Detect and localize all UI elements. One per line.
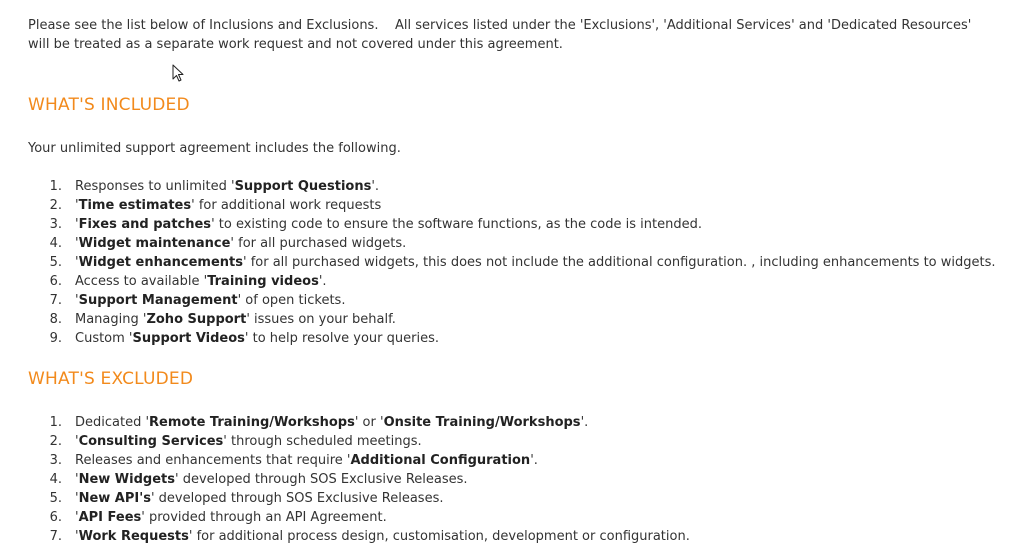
list-item-number: 4. [49, 236, 62, 251]
list-item-number: 3. [49, 453, 62, 468]
text-fragment: ' [75, 293, 79, 308]
list-item-text [75, 253, 996, 272]
text-fragment: ' for all purchased widgets, this does not include the additional configuration. , including enhancements to widgets. [243, 255, 996, 270]
text-fragment: ' [75, 255, 79, 270]
list-item-number: 7. [49, 293, 62, 308]
text-fragment: '. [530, 453, 538, 468]
list-item-number: 1. [49, 415, 62, 430]
bold-term: Training videos [207, 274, 319, 289]
list-item-number: 7. [49, 529, 62, 544]
list-item-text [75, 291, 345, 310]
bold-term: Widget maintenance [78, 236, 231, 251]
bold-term: New API's [78, 491, 151, 506]
list-item-text [75, 310, 396, 329]
bold-term: Widget enhancements [78, 255, 243, 270]
bold-term: Time estimates [78, 198, 192, 213]
bold-term: Zoho Support [146, 312, 247, 327]
list-item-number: 5. [49, 491, 62, 506]
text-fragment: ' or ' [354, 415, 384, 430]
text-fragment: ' [75, 198, 79, 213]
text-fragment: '. [318, 274, 327, 289]
text-fragment: ' for additional process design, customisation, development or configuration. [188, 529, 690, 544]
bold-term: Work Requests [78, 529, 189, 544]
text-fragment: ' through scheduled meetings. [223, 434, 422, 449]
text-fragment: Dedicated ' [75, 415, 150, 430]
excluded-heading: WHAT'S EXCLUDED [28, 369, 194, 389]
bold-term: Support Videos [132, 331, 245, 346]
text-fragment: ' [75, 236, 79, 251]
list-item-number: 2. [49, 198, 62, 213]
included-lead-text: Your unlimited support agreement includes the following. [28, 141, 401, 156]
text-fragment: ' [75, 529, 79, 544]
text-fragment: Managing ' [75, 312, 147, 327]
list-item-text [75, 432, 422, 451]
list-item-text [75, 234, 406, 253]
text-fragment: Custom ' [75, 331, 133, 346]
list-item-text [75, 527, 690, 546]
text-fragment: '. [580, 415, 589, 430]
text-fragment: ' to help resolve your queries. [244, 331, 439, 346]
bold-term: Consulting Services [78, 434, 224, 449]
text-fragment: ' issues on your behalf. [246, 312, 396, 327]
text-fragment: ' provided through an API Agreement. [141, 510, 387, 525]
list-item-number: 6. [49, 274, 62, 289]
list-item-number: 4. [49, 472, 62, 487]
text-fragment: Access to available ' [75, 274, 208, 289]
list-item-number: 9. [49, 331, 62, 346]
text-fragment: ' [75, 510, 79, 525]
bold-term: Remote Training/Workshops [149, 415, 355, 430]
text-fragment: ' of open tickets. [237, 293, 346, 308]
list-item-text [75, 329, 439, 348]
text-fragment: ' [75, 491, 79, 506]
text-fragment: ' developed through SOS Exclusive Releases. [175, 472, 468, 487]
list-item-text [75, 413, 588, 432]
list-item-text [75, 451, 538, 470]
list-item-text [75, 508, 387, 527]
bold-term: Onsite Training/Workshops [383, 415, 581, 430]
included-heading: WHAT'S INCLUDED [28, 95, 190, 115]
list-item-text [75, 489, 443, 508]
text-fragment: Releases and enhancements that require ' [75, 453, 351, 468]
list-item-text [75, 215, 702, 234]
text-fragment: ' [75, 217, 79, 232]
bold-term: Support Management [78, 293, 238, 308]
text-fragment: ' for additional work requests [191, 198, 382, 213]
intro-paragraph: Please see the list below of Inclusions and Exclusions. All services listed under the 'Exclusions', 'Additional Services' and 'Dedicated Resources' will be treated as a separate work request and not covered under this agreement. [28, 18, 972, 52]
bold-term: API Fees [78, 510, 142, 525]
text-fragment: ' [75, 434, 79, 449]
list-item-number: 6. [49, 510, 62, 525]
bold-term: Support Questions [234, 179, 372, 194]
text-fragment: Responses to unlimited ' [75, 179, 235, 194]
bold-term: Fixes and patches [78, 217, 212, 232]
list-item-number: 1. [49, 179, 62, 194]
list-item-number: 5. [49, 255, 62, 270]
list-item-text [75, 470, 468, 489]
list-item-number: 2. [49, 434, 62, 449]
list-item-text [75, 196, 381, 215]
list-item-number: 3. [49, 217, 62, 232]
text-fragment: ' for all purchased widgets. [230, 236, 407, 251]
text-fragment: '. [371, 179, 380, 194]
mouse-pointer-icon [172, 64, 184, 82]
text-fragment: ' developed through SOS Exclusive Releases. [150, 491, 444, 506]
bold-term: New Widgets [78, 472, 175, 487]
list-item-text [75, 177, 379, 196]
text-fragment: ' [75, 472, 79, 487]
list-item-text [75, 272, 327, 291]
list-item-number: 8. [49, 312, 62, 327]
text-fragment: ' to existing code to ensure the software functions, as the code is intended. [211, 217, 702, 232]
bold-term: Additional Configuration [350, 453, 531, 468]
